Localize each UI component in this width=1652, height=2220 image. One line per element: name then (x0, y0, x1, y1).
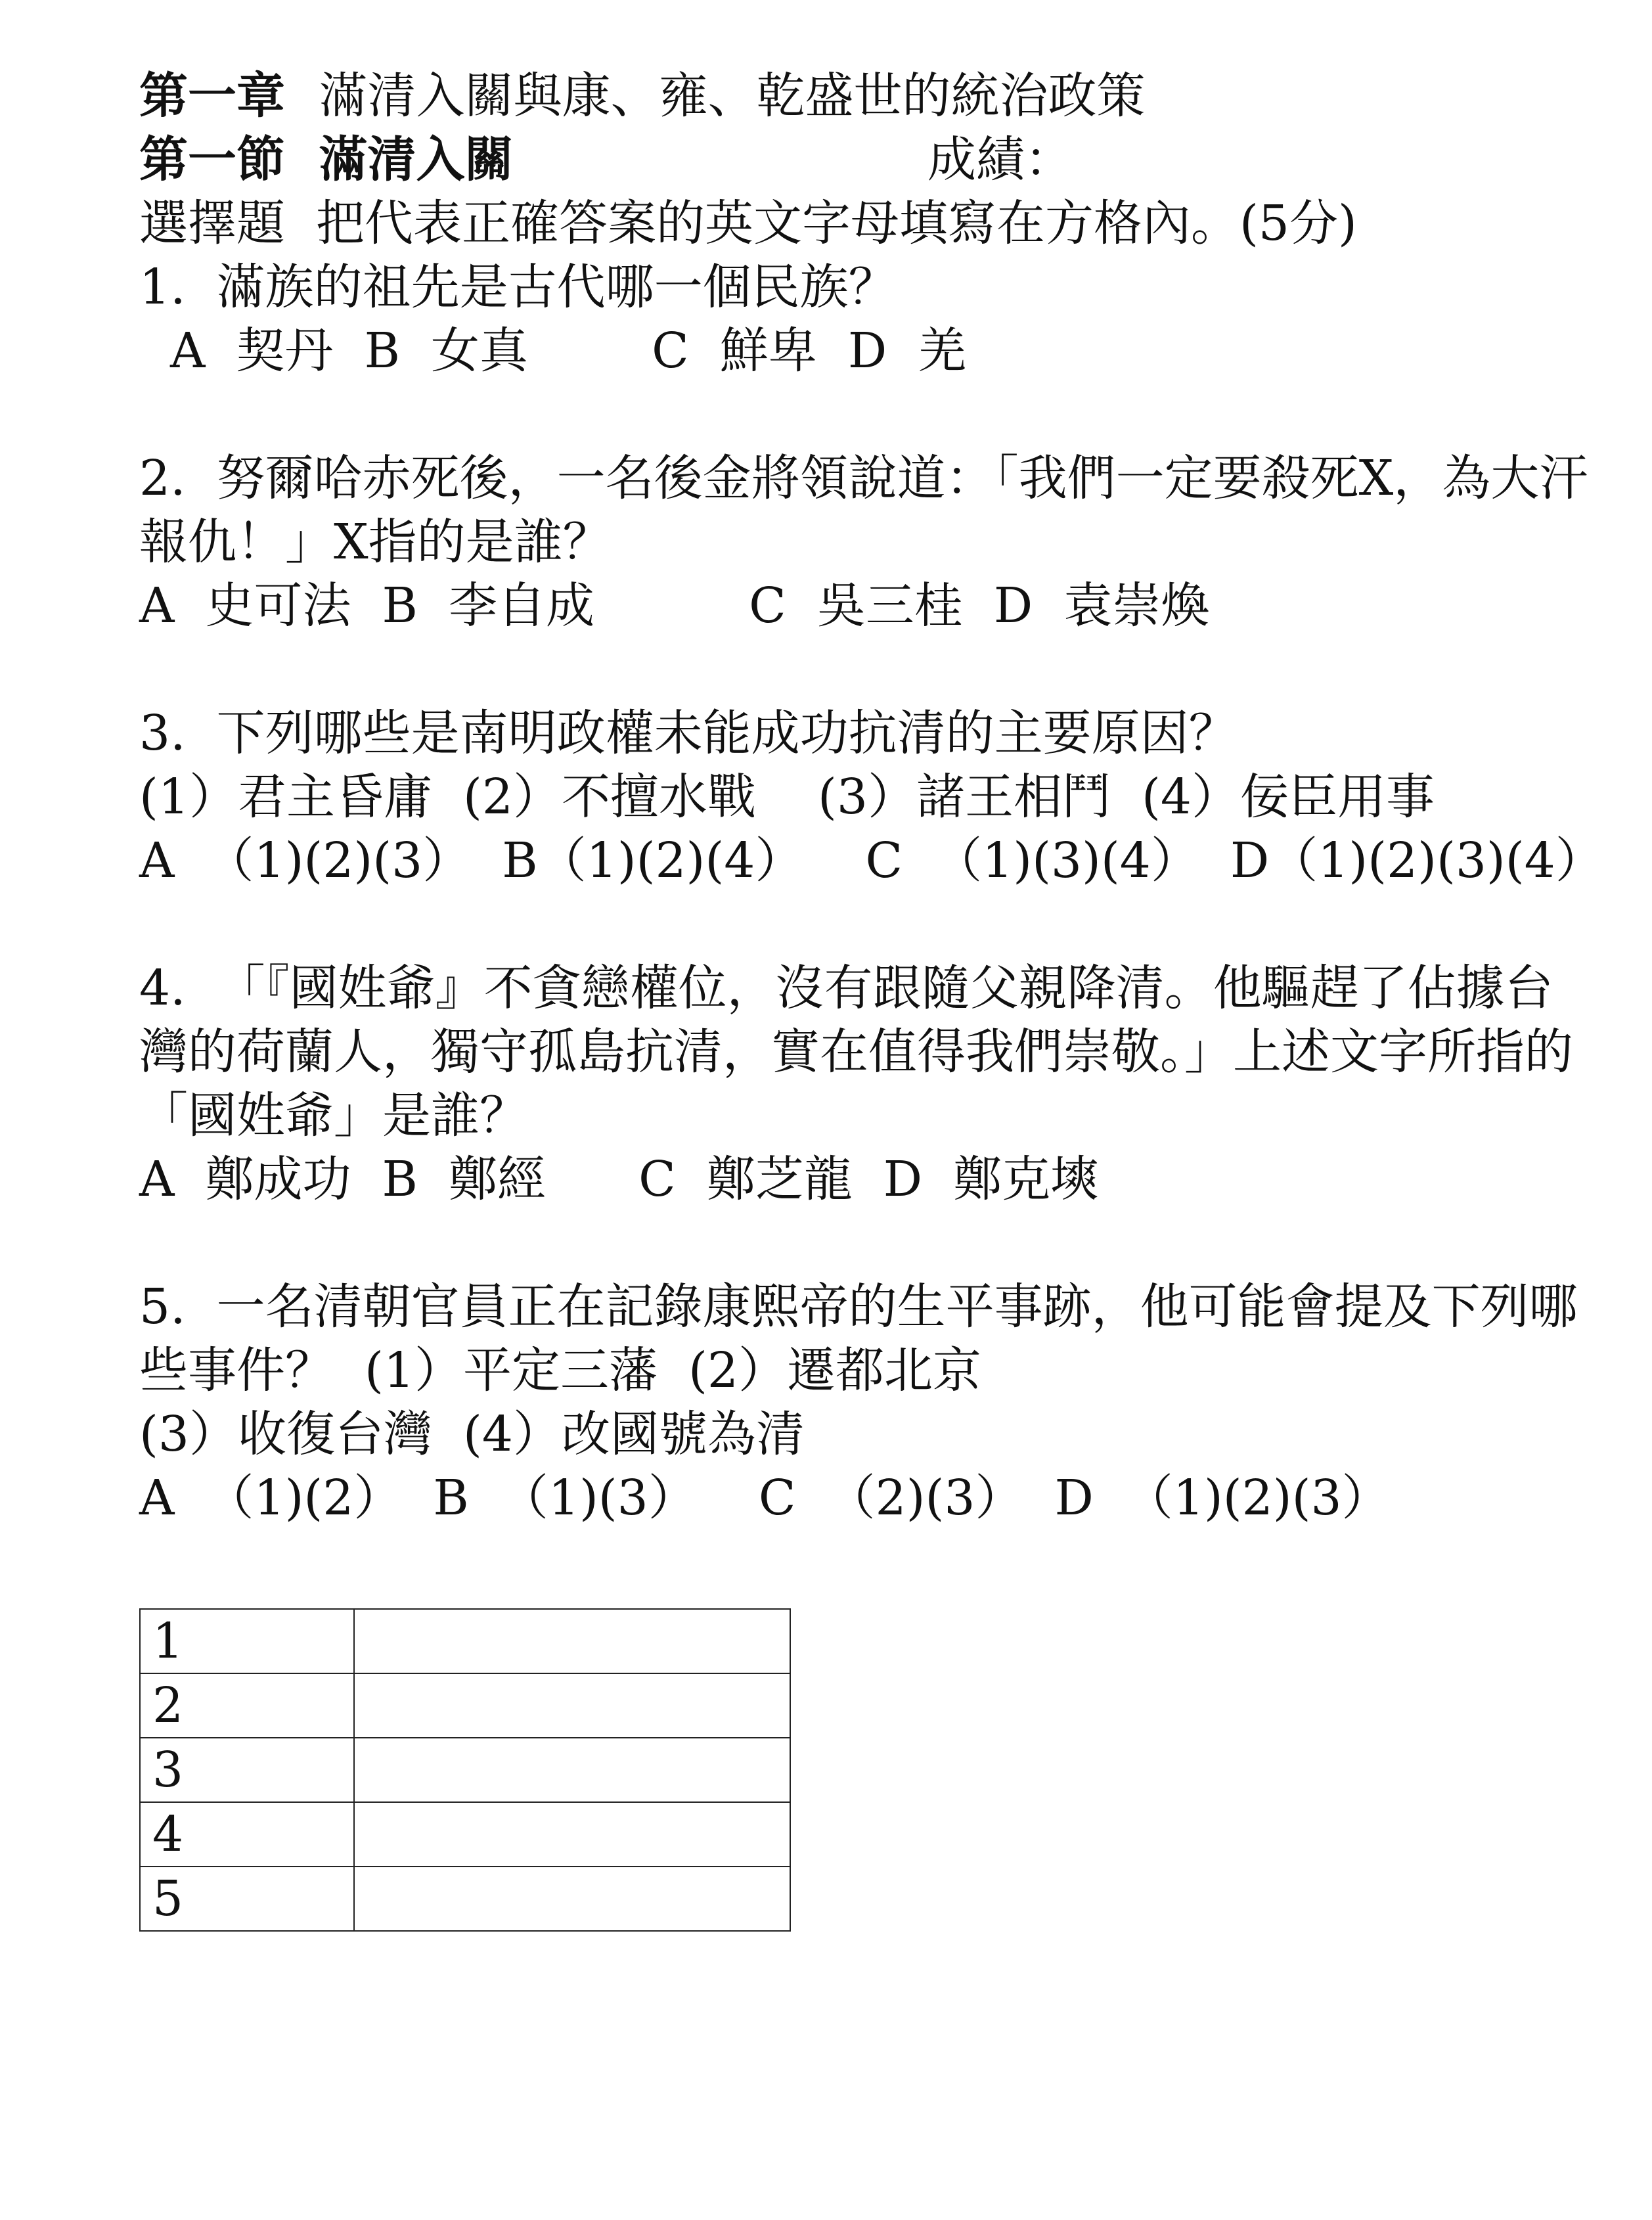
table-row (140, 1867, 790, 1931)
question-1-text: 1. 滿族的祖先是古代哪一個民族？ (139, 259, 897, 315)
question-5-text: 5. 一名清朝官員正在記錄康熙帝的生平事跡，他可能會提及下列哪 (139, 1279, 1578, 1335)
answer-table (139, 1608, 791, 1932)
question-3-options: A （1)(2)(3） B（1)(2)(4） C （1)(3)(4） D（1)(2)(3)(4） (139, 832, 1604, 889)
question-5-items: (3）收復台灣 (4）改國號為清 (139, 1406, 805, 1462)
instructions: 選擇題 把代表正確答案的英文字母填寫在方格內。(5分) (139, 195, 1357, 252)
table-row (140, 1738, 790, 1802)
question-number: 5 (140, 1867, 354, 1931)
table-row (140, 1802, 790, 1867)
answer-box[interactable] (354, 1609, 790, 1673)
question-4-text-cont2: 「國姓爺」是誰？ (139, 1087, 528, 1144)
question-2-text-cont: 報仇！」X指的是誰？ (139, 514, 612, 570)
spacer (139, 1212, 1637, 1275)
question-2-text: 2. 努爾哈赤死後，一名後金將領說道：「我們一定要殺死X，為大汗 (139, 450, 1588, 507)
answer-box[interactable] (354, 1802, 790, 1867)
question-3-items: (1）君主昏庸 (2）不擅水戰 (3）諸王相鬥 (4）佞臣用事 (139, 769, 1435, 825)
worksheet (139, 64, 1637, 1530)
question-number: 4 (140, 1802, 354, 1867)
chapter-label: 第一章 (139, 68, 285, 124)
spacer (139, 383, 1637, 447)
section-label: 第一節 (139, 131, 285, 188)
section-heading (139, 128, 1637, 192)
table-row (140, 1673, 790, 1738)
score-label: 成績： (927, 131, 1073, 188)
chapter-title: 滿清入關與康、雍、乾盛世的統治政策 (319, 68, 1146, 124)
answer-box[interactable] (354, 1673, 790, 1738)
spacer (139, 893, 1637, 957)
question-number: 1 (140, 1609, 354, 1673)
question-2-options: A 史可法 B 李自成 C 吳三桂 D 袁崇煥 (139, 578, 1210, 634)
question-1-options: A 契丹 B 女真 C 鮮卑 D 羌 (139, 323, 967, 379)
answer-box[interactable] (354, 1738, 790, 1802)
question-number: 3 (140, 1738, 354, 1802)
question-4-options: A 鄭成功 B 鄭經 C 鄭芝龍 D 鄭克塽 (139, 1151, 1100, 1208)
question-5-text-cont: 些事件？ (1）平定三藩 (2）遷都北京 (139, 1342, 981, 1399)
question-4-text: 4. 「『國姓爺』不貪戀權位，沒有跟隨父親降清。他驅趕了佔據台 (139, 960, 1553, 1016)
question-5-options: A （1)(2） B （1)(3） C （2)(3） D （1)(2)(3） (139, 1470, 1391, 1526)
question-3-text: 3. 下列哪些是南明政權未能成功抗清的主要原因？ (139, 705, 1238, 761)
table-row (140, 1609, 790, 1673)
question-number: 2 (140, 1673, 354, 1738)
question-4-text-cont: 灣的荷蘭人，獨守孤島抗清，實在值得我們崇敬。」上述文字所指的 (139, 1024, 1573, 1080)
answer-box[interactable] (354, 1867, 790, 1931)
section-title: 滿清入關 (319, 131, 514, 188)
spacer (139, 638, 1637, 702)
chapter-heading (139, 64, 1637, 128)
